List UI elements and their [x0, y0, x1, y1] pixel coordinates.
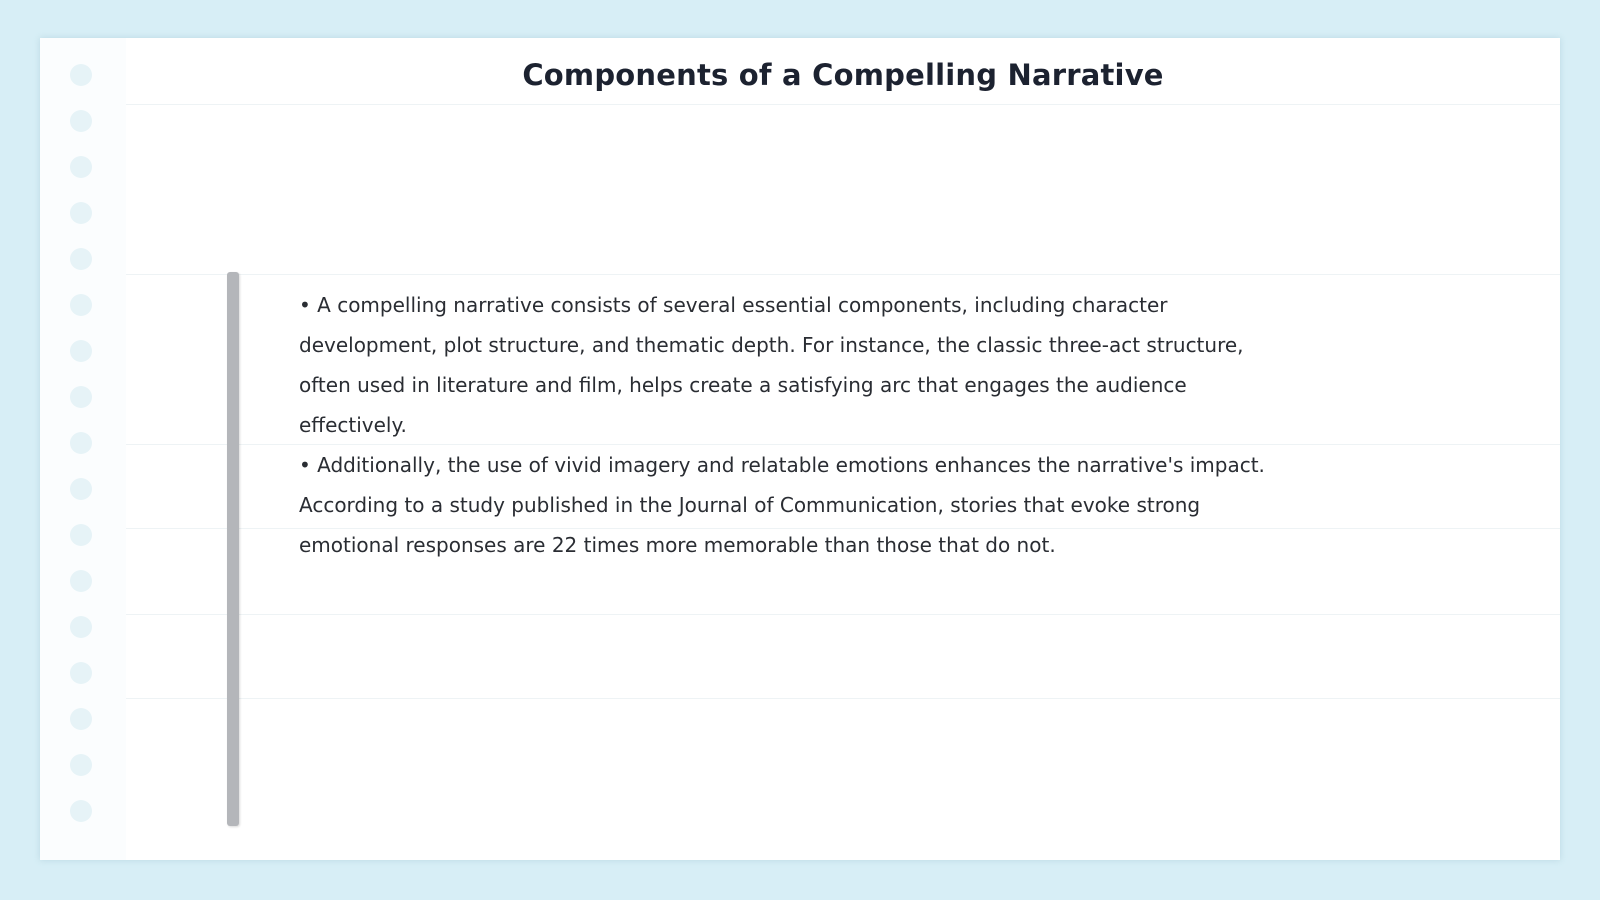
ruled-line [126, 614, 1560, 615]
slide-title: Components of a Compelling Narrative [522, 58, 1164, 92]
binder-hole [70, 708, 92, 730]
binder-hole [70, 662, 92, 684]
binder-hole [70, 800, 92, 822]
binder-hole [70, 64, 92, 86]
binder-hole [70, 294, 92, 316]
notebook-page [40, 38, 1560, 860]
binder-hole [70, 110, 92, 132]
accent-bar [227, 272, 239, 826]
binder-hole [70, 340, 92, 362]
slide-body [299, 285, 1299, 565]
ruled-line [126, 274, 1560, 275]
binder-hole [70, 202, 92, 224]
binder-hole [70, 524, 92, 546]
ruled-line [126, 698, 1560, 699]
binder-hole [70, 616, 92, 638]
bullet-point: • Additionally, the use of vivid imagery and relatable emotions enhances the narrative's impact. According to a study published in the Journal of Communication, stories that evoke strong emotional responses are 22 times more memorable than those that do not. [299, 453, 1265, 557]
binder-hole [70, 156, 92, 178]
binder-hole [70, 570, 92, 592]
ruled-line [126, 104, 1560, 105]
binder-hole [70, 754, 92, 776]
bullet-point: • A compelling narrative consists of several essential components, including character development, plot structure, and thematic depth. For instance, the classic three-act structure, often used in literature and film, helps create a satisfying arc that engages the audience effectively. [299, 293, 1244, 437]
binder-margin [40, 38, 126, 860]
binder-hole [70, 432, 92, 454]
binder-hole [70, 248, 92, 270]
binder-hole [70, 478, 92, 500]
binder-hole [70, 386, 92, 408]
